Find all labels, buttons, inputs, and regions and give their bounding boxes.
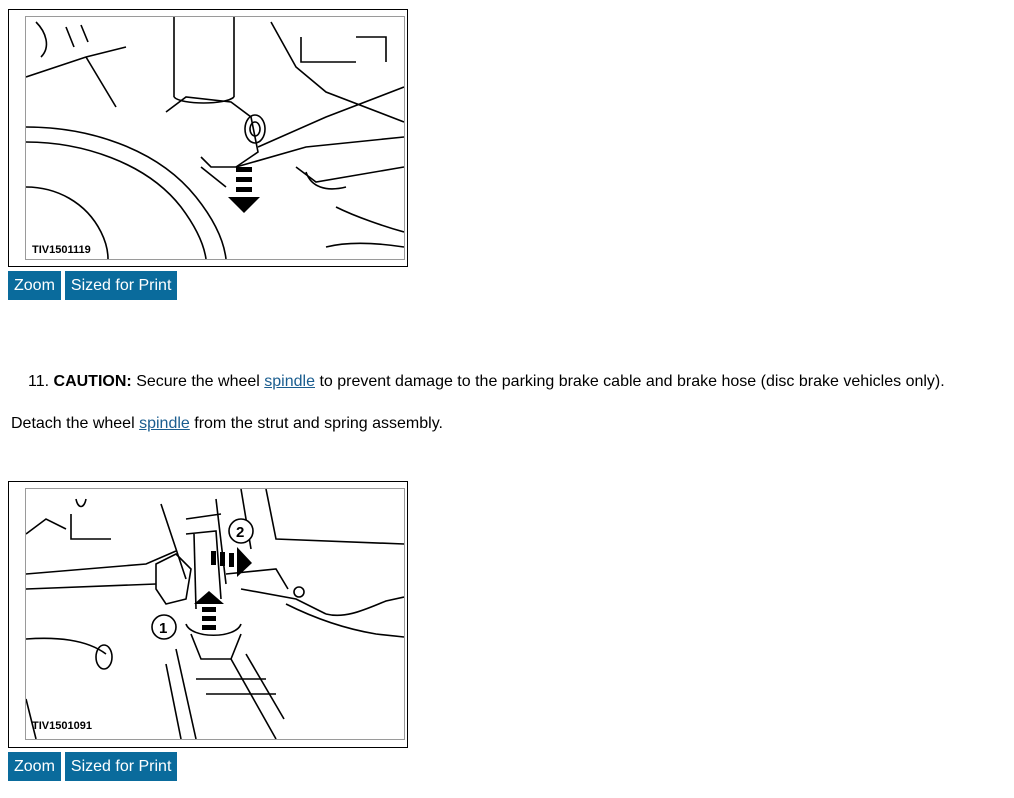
figure-1-image	[25, 16, 405, 260]
spindle-link[interactable]: spindle	[264, 373, 315, 390]
callout-1: 1	[159, 620, 168, 637]
step-text-before: Secure the wheel	[136, 373, 260, 390]
caution-label: CAUTION:	[53, 373, 132, 390]
callout-2: 2	[236, 524, 245, 541]
figure-2	[8, 481, 408, 748]
spindle-diagram-1	[26, 17, 404, 259]
zoom-button[interactable]: Zoom	[8, 752, 61, 781]
figure-1	[8, 9, 408, 267]
figure-1-buttons	[8, 271, 177, 300]
spindle-diagram-2	[26, 489, 404, 739]
sized-for-print-button[interactable]: Sized for Print	[65, 271, 177, 300]
zoom-button[interactable]: Zoom	[8, 271, 61, 300]
sized-for-print-button[interactable]: Sized for Print	[65, 752, 177, 781]
figure-1-caption: TIV1501119	[32, 244, 91, 256]
figure-2-caption: TIV1501091	[32, 720, 92, 732]
instruction-text	[11, 415, 443, 433]
step-11	[28, 373, 945, 391]
instruction-before: Detach the wheel	[11, 415, 135, 432]
spindle-link[interactable]: spindle	[139, 415, 190, 432]
instruction-after: from the strut and spring assembly.	[194, 415, 443, 432]
figure-2-image	[25, 488, 405, 740]
step-number: 11.	[28, 373, 50, 390]
figure-2-buttons	[8, 752, 177, 781]
step-text-after: to prevent damage to the parking brake cable and brake hose (disc brake vehicles only).	[319, 373, 945, 390]
